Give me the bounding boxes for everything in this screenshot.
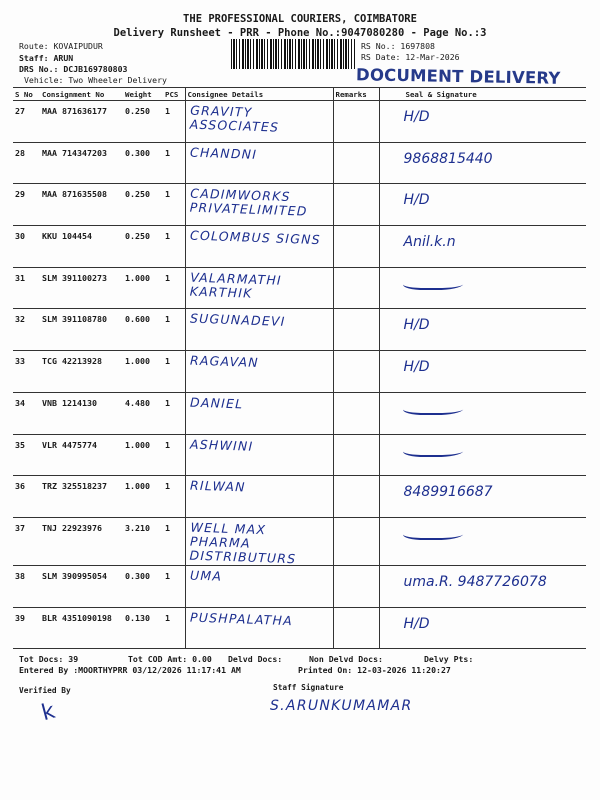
row-pcs-value: 1 (165, 314, 170, 325)
row-sno-value: 32 (15, 314, 25, 325)
row-remarks (333, 142, 379, 184)
consignee-handwriting: RILWAN (189, 477, 246, 495)
row-consignee (185, 309, 333, 351)
row-consignee (185, 565, 333, 607)
consignee-handwriting: WELL MAX PHARMA DISTRIBUTURS (188, 519, 297, 567)
row-pcs (163, 351, 185, 393)
row-consignment-no-value: SLM 390995054 (42, 570, 107, 581)
signature-handwriting: H/D (403, 109, 430, 125)
row-signature (379, 351, 586, 393)
col-remarks: Remarks (333, 88, 379, 101)
row-consignment-no-value: BLR 4351090198 (42, 612, 112, 623)
row-pcs-value: 1 (165, 189, 170, 200)
row-remarks (333, 184, 379, 226)
row-weight (123, 607, 163, 649)
signature-scribble (400, 443, 467, 457)
row-remarks (333, 267, 379, 309)
row-sno (13, 476, 40, 518)
signature-handwriting: 8489916687 (403, 484, 493, 501)
signature-handwriting: H/D (403, 192, 430, 209)
row-pcs (163, 142, 185, 184)
signature-handwriting: 9868815440 (403, 150, 493, 167)
row-remarks (333, 565, 379, 607)
row-consignee (185, 392, 333, 434)
row-consignee (185, 476, 333, 518)
route: Route: KOVAIPUDUR (19, 41, 103, 51)
row-signature (379, 565, 586, 607)
row-consignee (185, 184, 333, 226)
row-sno (13, 267, 40, 309)
row-weight-value: 1.000 (125, 481, 150, 492)
row-signature (379, 309, 586, 351)
table-row (13, 142, 586, 184)
row-weight-value: 3.210 (125, 522, 150, 533)
row-sno-value: 34 (15, 397, 25, 408)
row-signature (379, 607, 586, 649)
rs-date: RS Date: 12-Mar-2026 (361, 52, 460, 62)
row-pcs-value: 1 (165, 612, 170, 623)
row-remarks (333, 351, 379, 393)
row-sno-value: 33 (15, 356, 25, 367)
row-weight (123, 434, 163, 476)
row-sno (13, 565, 40, 607)
staff: Staff: ARUN (19, 53, 74, 63)
signature-handwriting (382, 523, 585, 526)
row-signature (379, 434, 586, 476)
row-weight (123, 226, 163, 268)
signature-handwriting (382, 440, 585, 443)
verified-mark: k (38, 698, 58, 727)
row-consignment-no-value: VLR 4475774 (42, 439, 97, 450)
row-weight-value: 1.000 (125, 439, 150, 450)
row-weight (123, 267, 163, 309)
row-consignment-no-value: TNJ 22923976 (42, 522, 102, 533)
row-weight (123, 565, 163, 607)
rs-no: RS No.: 1697808 (361, 41, 435, 51)
row-consignment-no-value: TRZ 325518237 (42, 481, 107, 492)
table-row (13, 392, 586, 434)
signature-handwriting: H/D (403, 615, 430, 632)
row-pcs-value: 1 (165, 522, 170, 533)
row-weight-value: 0.300 (125, 147, 150, 158)
row-sno (13, 309, 40, 351)
row-sno (13, 184, 40, 226)
row-signature (379, 184, 586, 226)
col-signature: Seal & Signature (379, 88, 586, 101)
row-consignment-no (40, 517, 123, 565)
row-remarks (333, 101, 379, 143)
row-signature (379, 392, 586, 434)
runsheet-table (13, 87, 586, 649)
row-consignment-no-value: SLM 391108780 (42, 314, 107, 325)
row-sno-value: 37 (15, 522, 25, 533)
row-consignment-no-value: MAA 714347203 (42, 147, 107, 158)
row-consignment-no-value: MAA 871636177 (42, 106, 107, 116)
consignee-handwriting: SUGUNADEVI (189, 311, 286, 330)
document-delivery-stamp: DOCUMENT DELIVERY (355, 65, 561, 88)
row-sno-value: 39 (15, 612, 25, 623)
consignee-handwriting: CADIMWORKS PRIVATELIMITED (189, 185, 308, 220)
row-sno-value: 29 (15, 189, 25, 200)
entered-by: Entered By :MOORTHYPRR 03/12/2026 11:17:41 AM (19, 665, 241, 675)
delvy-pts: Delvy Pts: (424, 654, 474, 664)
row-consignee (185, 351, 333, 393)
table-row (13, 226, 586, 268)
row-remarks (333, 434, 379, 476)
consignee-handwriting: GRAVITY ASSOCIATES (189, 102, 279, 135)
table-row (13, 607, 586, 649)
row-sno-value: 36 (15, 481, 25, 492)
runsheet-title: Delivery Runsheet - PRR - Phone No.:9047080280 - Page No.:3 (113, 27, 487, 39)
col-consignee: Consignee Details (185, 88, 333, 101)
table-row (13, 309, 586, 351)
printed-on: Printed On: 12-03-2026 11:20:27 (298, 665, 451, 675)
consignee-handwriting: CHANDNI (189, 144, 257, 162)
row-consignee (185, 434, 333, 476)
row-sno (13, 607, 40, 649)
row-sno (13, 101, 40, 143)
consignee-handwriting: VALARMATHI KARTHIK (189, 269, 282, 301)
row-weight (123, 309, 163, 351)
table-row (13, 101, 586, 143)
row-weight (123, 142, 163, 184)
signature-handwriting: uma.R. 9487726078 (403, 573, 547, 590)
consignee-handwriting: PUSHPALATHA (189, 609, 293, 628)
row-pcs (163, 226, 185, 268)
consignee-handwriting: COLOMBUS SIGNS (189, 227, 321, 248)
row-consignee (185, 267, 333, 309)
row-weight-value: 0.130 (125, 612, 150, 623)
row-consignment-no (40, 476, 123, 518)
staff-signature-label: Staff Signature (273, 683, 344, 692)
row-pcs-value: 1 (165, 272, 170, 283)
row-weight (123, 184, 163, 226)
row-consignee (185, 101, 333, 143)
signature-handwriting: H/D (403, 317, 430, 334)
verified-by-label: Verified By (19, 686, 71, 695)
row-pcs (163, 434, 185, 476)
col-consignment: Consignment No (40, 88, 123, 101)
company-name: THE PROFESSIONAL COURIERS, COIMBATORE (183, 13, 417, 25)
row-weight (123, 351, 163, 393)
row-signature (379, 267, 586, 309)
row-sno-value: 30 (15, 231, 25, 242)
row-consignment-no (40, 267, 123, 309)
row-weight-value: 0.600 (125, 314, 150, 325)
barcode (231, 39, 355, 69)
row-consignment-no (40, 142, 123, 184)
row-pcs (163, 101, 185, 143)
consignee-handwriting: DANIEL (189, 394, 244, 412)
row-sno-value: 28 (15, 147, 25, 158)
row-signature (379, 142, 586, 184)
row-weight (123, 476, 163, 518)
row-consignee (185, 517, 333, 565)
table-row (13, 517, 586, 565)
signature-scribble (400, 401, 467, 415)
table-row (13, 565, 586, 607)
row-remarks (333, 476, 379, 518)
row-sno-value: 27 (15, 106, 25, 116)
row-consignment-no (40, 607, 123, 649)
row-consignee (185, 607, 333, 649)
row-consignee (185, 226, 333, 268)
row-remarks (333, 517, 379, 565)
row-pcs (163, 565, 185, 607)
row-consignment-no (40, 101, 123, 143)
signature-scribble (400, 276, 467, 290)
row-weight (123, 101, 163, 143)
row-sno-value: 31 (15, 272, 25, 283)
row-sno (13, 434, 40, 476)
row-pcs (163, 309, 185, 351)
row-pcs (163, 607, 185, 649)
consignee-handwriting: RAGAVAN (189, 352, 259, 371)
non-delvd-docs: Non Delvd Docs: (309, 654, 383, 664)
consignee-handwriting: ASHWINI (189, 436, 254, 454)
row-sno (13, 226, 40, 268)
row-consignment-no-value: MAA 871635508 (42, 189, 107, 200)
row-signature (379, 101, 586, 143)
row-weight-value: 0.250 (125, 106, 150, 116)
row-sno (13, 142, 40, 184)
staff-signature: S.ARUNKUMAMAR (270, 698, 413, 714)
row-consignment-no (40, 565, 123, 607)
row-weight-value: 0.250 (125, 189, 150, 200)
row-consignment-no (40, 309, 123, 351)
tot-docs: Tot Docs: 39 (19, 654, 79, 664)
row-weight (123, 517, 163, 565)
table-row (13, 267, 586, 309)
table-row (13, 434, 586, 476)
table-header-row (13, 88, 586, 101)
row-consignee (185, 142, 333, 184)
row-remarks (333, 392, 379, 434)
row-signature (379, 517, 586, 565)
col-sno: S No (13, 88, 40, 101)
signature-handwriting: H/D (403, 359, 430, 376)
row-sno-value: 38 (15, 570, 25, 581)
signature-handwriting (382, 398, 585, 401)
row-consignment-no (40, 226, 123, 268)
row-pcs (163, 517, 185, 565)
row-pcs-value: 1 (165, 397, 170, 408)
row-pcs-value: 1 (165, 231, 170, 242)
signature-scribble (400, 526, 467, 540)
row-pcs-value: 1 (165, 481, 170, 492)
row-pcs-value: 1 (165, 147, 170, 158)
row-sno-value: 35 (15, 439, 25, 450)
col-pcs: PCS (163, 88, 185, 101)
row-sno (13, 392, 40, 434)
row-consignment-no (40, 351, 123, 393)
row-weight (123, 392, 163, 434)
row-weight-value: 4.480 (125, 397, 150, 408)
row-pcs (163, 184, 185, 226)
signature-handwriting (382, 273, 585, 276)
row-consignment-no-value: VNB 1214130 (42, 397, 97, 408)
row-remarks (333, 309, 379, 351)
row-weight-value: 1.000 (125, 356, 150, 367)
row-sno (13, 351, 40, 393)
row-consignment-no (40, 184, 123, 226)
row-signature (379, 476, 586, 518)
row-weight-value: 1.000 (125, 272, 150, 283)
row-consignment-no (40, 392, 123, 434)
consignee-handwriting: UMA (189, 567, 222, 584)
row-sno (13, 517, 40, 565)
row-remarks (333, 607, 379, 649)
row-pcs (163, 476, 185, 518)
row-pcs-value: 1 (165, 570, 170, 581)
vehicle: Vehicle: Two Wheeler Delivery (24, 75, 167, 85)
row-pcs (163, 267, 185, 309)
table-row (13, 184, 586, 226)
row-pcs-value: 1 (165, 439, 170, 450)
signature-handwriting: Anil.k.n (403, 234, 456, 251)
table-row (13, 351, 586, 393)
delvd-docs: Delvd Docs: (228, 654, 283, 664)
drs-no: DRS No.: DCJB169780803 (19, 64, 128, 74)
row-consignment-no-value: SLM 391100273 (42, 272, 107, 283)
row-remarks (333, 226, 379, 268)
row-pcs (163, 392, 185, 434)
col-weight: Weight (123, 88, 163, 101)
row-consignment-no-value: TCG 42213928 (42, 356, 102, 367)
row-weight-value: 0.300 (125, 570, 150, 581)
row-consignment-no (40, 434, 123, 476)
row-consignment-no-value: KKU 104454 (42, 231, 92, 242)
row-pcs-value: 1 (165, 356, 170, 367)
row-signature (379, 226, 586, 268)
row-weight-value: 0.250 (125, 231, 150, 242)
table-row (13, 476, 586, 518)
row-pcs-value: 1 (165, 106, 170, 116)
tot-cod-amt: Tot COD Amt: 0.00 (128, 654, 212, 664)
